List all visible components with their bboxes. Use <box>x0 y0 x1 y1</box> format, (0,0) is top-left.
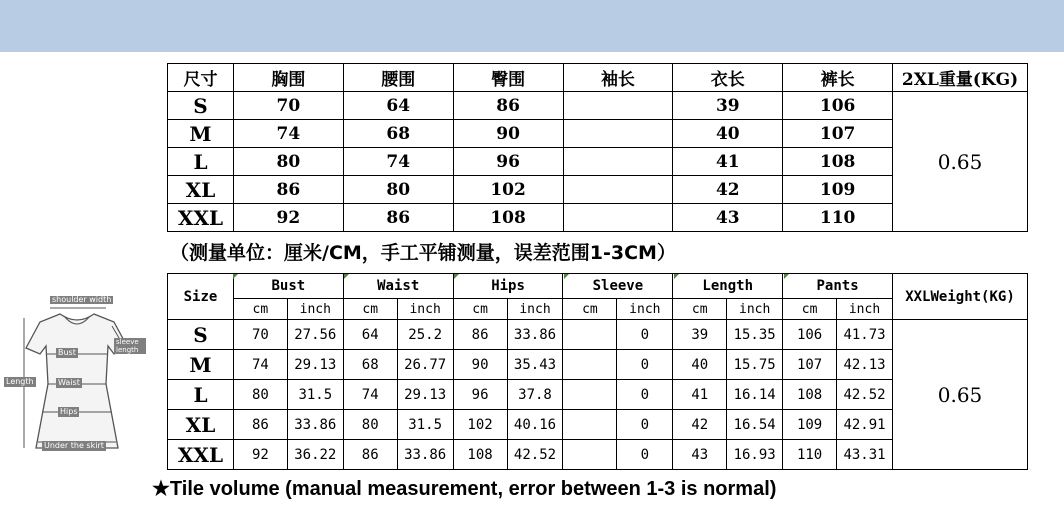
table-cell: 42 <box>673 410 727 440</box>
table-cell: 42 <box>673 176 783 204</box>
header-cell: 袖长 <box>563 64 673 92</box>
size-table-english <box>167 273 1028 470</box>
unit-cell: cm <box>233 299 287 320</box>
table-cell: 86 <box>343 440 397 470</box>
table-cell: 42.13 <box>837 350 893 380</box>
table-cell: 0 <box>617 440 673 470</box>
table-cell: 42.91 <box>837 410 893 440</box>
table-cell: 86 <box>233 410 287 440</box>
table-cell: 86 <box>343 204 453 232</box>
table-cell: 33.86 <box>287 410 343 440</box>
table-cell: 37.8 <box>507 380 563 410</box>
table-cell: 39 <box>673 320 727 350</box>
header-cell: 衣长 <box>673 64 783 92</box>
table-cell <box>563 320 617 350</box>
table-cell: 40 <box>673 350 727 380</box>
header-cell: Bust <box>233 274 343 299</box>
size-cell: S <box>168 320 234 350</box>
corner-tick-icon <box>454 274 459 279</box>
corner-tick-icon <box>564 274 569 279</box>
table-cell: 110 <box>783 440 837 470</box>
size-cell: M <box>168 350 234 380</box>
unit-cell: cm <box>783 299 837 320</box>
table-cell: 43.31 <box>837 440 893 470</box>
table-cell: 41.73 <box>837 320 893 350</box>
table-cell: 90 <box>453 120 563 148</box>
header-cell: 2XL重量(KG) <box>893 64 1028 92</box>
table-cell: 108 <box>783 380 837 410</box>
table-cell <box>563 380 617 410</box>
table-cell: 74 <box>233 350 287 380</box>
table-cell: 90 <box>453 350 507 380</box>
table-cell: 64 <box>343 92 453 120</box>
header-cell: 胸围 <box>233 64 343 92</box>
table-cell: 25.2 <box>397 320 453 350</box>
table-cell: 70 <box>233 92 343 120</box>
table-row <box>168 92 1028 120</box>
table-cell: 43 <box>673 440 727 470</box>
table-header-row <box>168 64 1028 92</box>
header-cell: Pants <box>783 274 893 299</box>
unit-cell: inch <box>507 299 563 320</box>
hips-label: Hips <box>60 407 78 416</box>
header-cell: Waist <box>343 274 453 299</box>
table-row <box>168 320 1028 350</box>
table-cell: 74 <box>343 380 397 410</box>
table-cell: 43 <box>673 204 783 232</box>
table-cell: 106 <box>783 92 893 120</box>
table-cell <box>563 120 673 148</box>
size-cell: XXL <box>168 204 234 232</box>
size-cell: L <box>168 380 234 410</box>
size-table-chinese <box>167 63 1028 232</box>
table-cell: 86 <box>233 176 343 204</box>
corner-tick-icon <box>344 274 349 279</box>
table-cell: 109 <box>783 410 837 440</box>
table-cell: 33.86 <box>507 320 563 350</box>
shoulder-width-label: shoulder width <box>52 295 112 304</box>
corner-tick-icon <box>784 274 789 279</box>
unit-cell: inch <box>287 299 343 320</box>
header-cell: Size <box>168 274 234 320</box>
table-cell: 42.52 <box>837 380 893 410</box>
table-cell <box>563 440 617 470</box>
table-cell: 92 <box>233 204 343 232</box>
table-cell <box>563 410 617 440</box>
table-cell: 26.77 <box>397 350 453 380</box>
table-cell: 80 <box>233 380 287 410</box>
table-cell: 16.93 <box>727 440 783 470</box>
table-cell: 70 <box>233 320 287 350</box>
table-cell: 74 <box>233 120 343 148</box>
header-cell: 尺寸 <box>168 64 234 92</box>
table-cell: 31.5 <box>287 380 343 410</box>
unit-cell: cm <box>453 299 507 320</box>
table-cell: 15.75 <box>727 350 783 380</box>
sleeve-length-label: sleeve length <box>114 338 146 354</box>
table-cell: 40.16 <box>507 410 563 440</box>
table-cell <box>563 92 673 120</box>
table-cell: 16.54 <box>727 410 783 440</box>
table-cell: 31.5 <box>397 410 453 440</box>
unit-cell: cm <box>673 299 727 320</box>
table-cell: 27.56 <box>287 320 343 350</box>
corner-tick-icon <box>233 274 238 279</box>
table-cell: 96 <box>453 380 507 410</box>
table-cell: 0 <box>617 410 673 440</box>
header-cell: 臀围 <box>453 64 563 92</box>
bust-label: Bust <box>58 348 76 357</box>
table-cell: 0 <box>617 320 673 350</box>
header-cell: XXLWeight(KG) <box>893 274 1028 320</box>
table-cell: 80 <box>343 176 453 204</box>
table-cell: 0 <box>617 350 673 380</box>
table-cell: 92 <box>233 440 287 470</box>
table-cell: 107 <box>783 120 893 148</box>
under-skirt-label: Under the skirt <box>44 441 104 450</box>
table-cell: 80 <box>343 410 397 440</box>
header-cell: 腰围 <box>343 64 453 92</box>
header-cell: Sleeve <box>563 274 673 299</box>
table-cell: 64 <box>343 320 397 350</box>
corner-tick-icon <box>674 274 679 279</box>
table-cell: 74 <box>343 148 453 176</box>
table-cell: 102 <box>453 410 507 440</box>
table-cell <box>563 204 673 232</box>
table-cell: 42.52 <box>507 440 563 470</box>
top-banner <box>0 0 1064 52</box>
table-cell: 68 <box>343 350 397 380</box>
header-cell: 裤长 <box>783 64 893 92</box>
size-cell: L <box>168 148 234 176</box>
table-cell: 33.86 <box>397 440 453 470</box>
garment-measurement-diagram <box>2 292 152 458</box>
weight-cell: 0.65 <box>893 320 1028 470</box>
measurement-note-english: ★Tile volume (manual measurement, error between 1-3 is normal) <box>152 478 777 500</box>
table-cell: 41 <box>673 148 783 176</box>
size-cell: XL <box>168 176 234 204</box>
table-cell: 96 <box>453 148 563 176</box>
measurement-note-chinese: （测量单位：厘米/CM，手工平铺测量，误差范围1-3CM） <box>170 242 676 264</box>
table-cell: 86 <box>453 320 507 350</box>
length-label: Length <box>6 377 34 386</box>
table-cell: 80 <box>233 148 343 176</box>
table-cell: 108 <box>453 204 563 232</box>
size-cell: XL <box>168 410 234 440</box>
table-cell: 110 <box>783 204 893 232</box>
table-cell: 108 <box>453 440 507 470</box>
unit-cell: inch <box>397 299 453 320</box>
unit-cell: inch <box>837 299 893 320</box>
table-cell: 29.13 <box>397 380 453 410</box>
size-cell: XXL <box>168 440 234 470</box>
table-cell: 29.13 <box>287 350 343 380</box>
table-cell: 86 <box>453 92 563 120</box>
unit-cell: inch <box>727 299 783 320</box>
table-cell <box>563 176 673 204</box>
table-header-row <box>168 274 1028 299</box>
size-cell: M <box>168 120 234 148</box>
header-cell: Hips <box>453 274 563 299</box>
weight-cell: 0.65 <box>893 92 1028 232</box>
table-cell: 16.14 <box>727 380 783 410</box>
unit-cell: inch <box>617 299 673 320</box>
table-cell: 108 <box>783 148 893 176</box>
dress-outline-icon <box>2 292 152 458</box>
table-cell: 36.22 <box>287 440 343 470</box>
table-cell: 68 <box>343 120 453 148</box>
table-cell <box>563 148 673 176</box>
table-cell: 15.35 <box>727 320 783 350</box>
size-cell: S <box>168 92 234 120</box>
table-cell: 109 <box>783 176 893 204</box>
table-cell: 41 <box>673 380 727 410</box>
table-cell: 102 <box>453 176 563 204</box>
table-cell <box>563 350 617 380</box>
table-cell: 35.43 <box>507 350 563 380</box>
table-cell: 107 <box>783 350 837 380</box>
table-cell: 39 <box>673 92 783 120</box>
table-cell: 40 <box>673 120 783 148</box>
waist-label: Waist <box>58 378 80 387</box>
unit-cell: cm <box>563 299 617 320</box>
unit-cell: cm <box>343 299 397 320</box>
table-cell: 106 <box>783 320 837 350</box>
table-cell: 0 <box>617 380 673 410</box>
header-cell: Length <box>673 274 783 299</box>
